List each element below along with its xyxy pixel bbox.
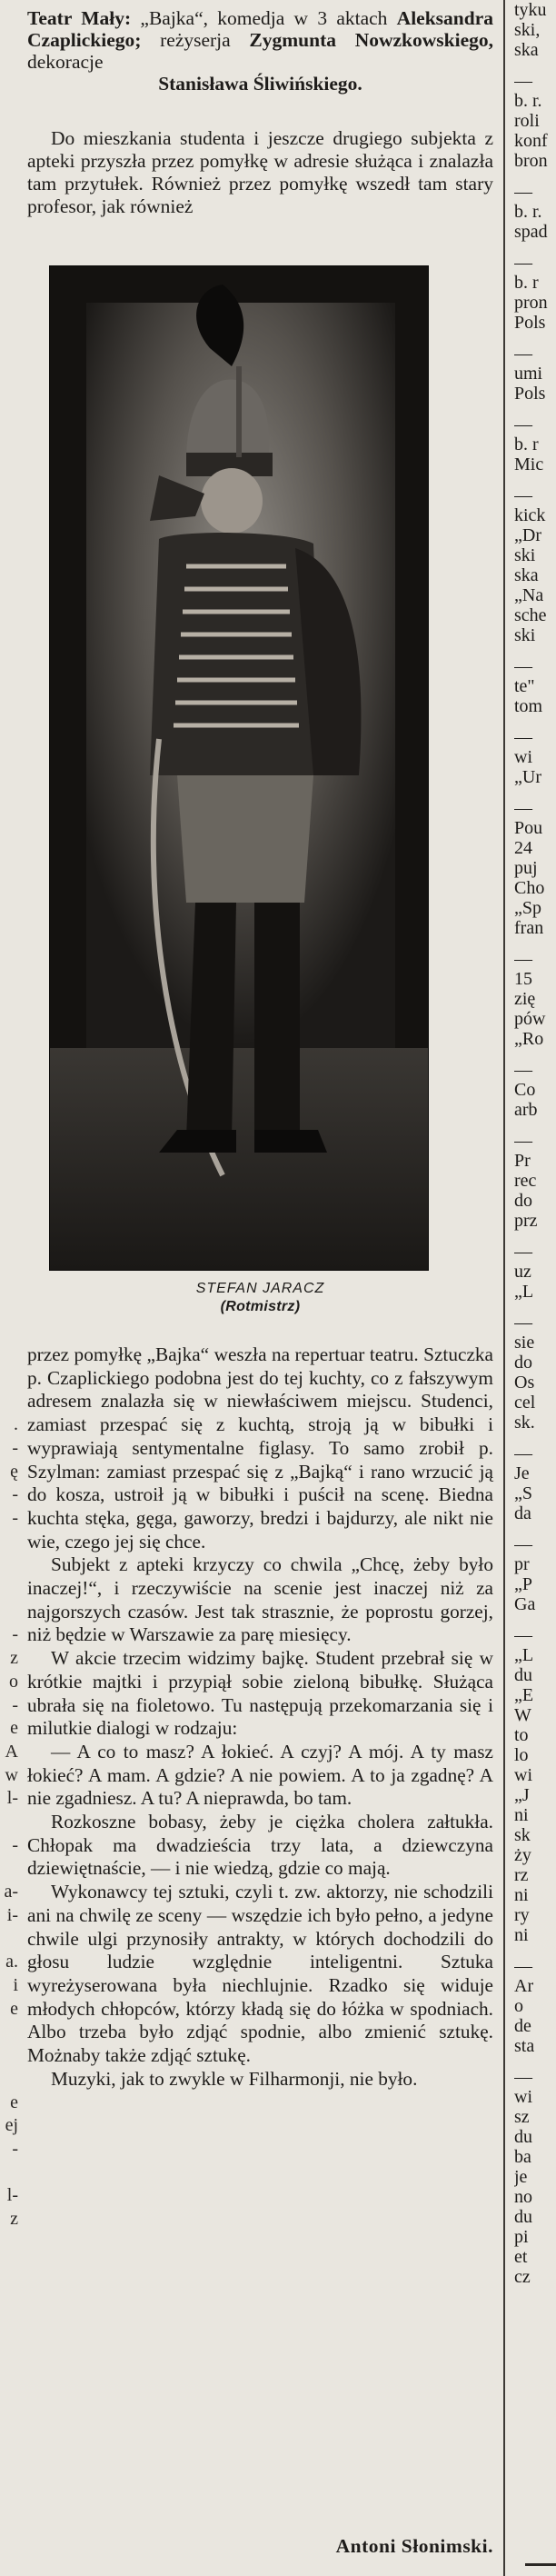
- article-paragraph: Subjekt z apteki krzyczy co chwila „Chcę, żeby było inaczej!“, i rzeczywiście na scenie jest inaczej niż za najgorszych czasów. Jest tak strasznie, że poprostu gorzej, niż będzie w Warszawie za parę miesięcy.: [27, 1553, 493, 1646]
- right-fragment-line: —: [514, 71, 532, 91]
- right-fragment-line: ski,: [514, 20, 541, 40]
- right-fragment-line: —: [514, 1443, 532, 1463]
- right-fragment-line: sie: [514, 1333, 535, 1353]
- left-fragment-line: [0, 2254, 18, 2278]
- article-paragraph: Wykonawcy tej sztuki, czyli t. zw. aktorzy, nie schodzili ani na chwilę ze sceny — wszędzie ich było pełno, a jedyne chwile ulgi przynosiły antrakty, w których dochodzili do głosu ludzie względnie inteligentni. Sztuka wyreżyserowana była niechlujnie. Rzadko się widuje młodych chłopców, którzy kładą się do łóżka w spodniach. Albo trzeba było zdjąć spodnie, albo zmienić sztukę. Możnaby także zdjąć sztukę.: [27, 1881, 493, 2067]
- left-fragment-line: e: [10, 1998, 18, 2019]
- intro-paragraph: Do mieszkania studenta i jeszcze drugiego subjekta z apteki przyszła przez pomyłkę w adresie służąca i znalazła tam przytułek. Również przez pomyłkę wszedł tam stary profesor, jak również: [27, 127, 493, 217]
- right-fragment-line: lo: [514, 1745, 529, 1765]
- right-column-fragment: [514, 0, 556, 2576]
- left-fragment-line: -: [12, 1624, 18, 1645]
- left-fragment-line: e: [10, 1718, 18, 1739]
- right-fragment-line: Mic: [514, 454, 544, 474]
- left-fragment-line: [0, 1390, 18, 1413]
- right-fragment-line: Os: [514, 1373, 535, 1393]
- right-fragment-line: sche: [514, 605, 547, 625]
- right-fragment-line: —: [514, 414, 532, 434]
- right-fragment-line: —: [514, 1242, 532, 1262]
- right-fragment-line: wi: [514, 1765, 532, 1785]
- right-fragment-line: b. r: [514, 273, 539, 293]
- right-fragment-line: ry: [514, 1905, 530, 1925]
- right-fragment-line: bron: [514, 151, 548, 171]
- right-fragment-line: konf: [514, 131, 548, 151]
- right-fragment-line: umi: [514, 364, 543, 384]
- article-paragraph: W akcie trzecim widzimy bajkę. Student przebrał się w krótkie majtki i przypiął sobie zieloną bibułkę. Służąca ubrała się na fioletowo. Tu następują przekomarzania się i milutkie dialogi w rodzaju:: [27, 1647, 493, 1740]
- left-fragment-line: w: [5, 1764, 18, 1785]
- right-fragment-line: —: [514, 798, 532, 818]
- right-fragment-line: —: [514, 1956, 532, 1976]
- left-fragment-line: [0, 2021, 18, 2044]
- right-fragment-line: —: [514, 949, 532, 969]
- left-fragment-line: [0, 2044, 18, 2068]
- left-fragment-line: [0, 1601, 18, 1624]
- right-fragment-line: do: [514, 1353, 532, 1373]
- right-fragment-line: 15: [514, 969, 532, 989]
- right-fragment-line: sk.: [514, 1413, 535, 1433]
- right-fragment-line: „Sp: [514, 898, 541, 918]
- right-fragment-line: uz: [514, 1262, 531, 1282]
- right-fragment-line: Pr: [514, 1151, 531, 1171]
- right-fragment-line: W: [514, 1705, 531, 1725]
- right-fragment-line: —: [514, 1060, 532, 1080]
- right-fragment-line: arb: [514, 1100, 538, 1120]
- theatre-name: Teatr Mały:: [27, 7, 132, 29]
- decoration-label: dekoracje: [27, 51, 104, 73]
- right-fragment-line: „E: [514, 1685, 534, 1705]
- right-fragment-line: Pols: [514, 313, 546, 333]
- right-fragment-line: „J: [514, 1785, 530, 1805]
- left-fragment-line: A: [5, 1741, 18, 1762]
- right-fragment-line: to: [514, 1725, 529, 1745]
- left-fragment-line: z: [10, 2209, 18, 2230]
- left-fragment-line: [0, 2278, 18, 2301]
- right-fragment-line: „Na: [514, 585, 544, 605]
- left-fragment-line: -: [12, 1694, 18, 1715]
- right-fragment-line: sz: [514, 2107, 530, 2127]
- actor-photo-illustration: [50, 266, 428, 1270]
- caption-actor-name: STEFAN JARACZ: [195, 1281, 325, 1296]
- left-fragment-line: z: [10, 1648, 18, 1669]
- left-fragment-line: a.: [5, 1952, 18, 1972]
- designer-name: Stanisława Śliwińskiego.: [158, 73, 362, 95]
- left-fragment-line: [0, 1553, 18, 1577]
- right-fragment-line: pron: [514, 293, 548, 313]
- right-fragment-line: do: [514, 1191, 532, 1211]
- right-fragment-line: o: [514, 1996, 523, 2016]
- left-fragment-line: [0, 1577, 18, 1601]
- left-fragment-line: a-: [4, 1882, 18, 1902]
- right-fragment-line: no: [514, 2187, 532, 2207]
- left-fragment-line: i-: [6, 1904, 18, 1925]
- review-article: [27, 0, 493, 2576]
- left-fragment-line: -: [12, 1834, 18, 1855]
- right-fragment-line: rz: [514, 1865, 529, 1885]
- right-fragment-line: Cho: [514, 878, 545, 898]
- right-fragment-line: tom: [514, 696, 543, 716]
- right-fragment-line: roli: [514, 111, 540, 131]
- left-fragment-line: -: [12, 1484, 18, 1505]
- left-fragment-line: -: [12, 1437, 18, 1458]
- caption-role: (Rotmistrz): [220, 1299, 301, 1314]
- right-fragment-line: b. r.: [514, 91, 542, 111]
- left-fragment-line: [0, 2068, 18, 2092]
- right-fragment-line: de: [514, 2016, 531, 2036]
- left-fragment-line: [0, 1531, 18, 1554]
- right-fragment-line: et: [514, 2247, 528, 2267]
- right-fragment-line: du: [514, 1665, 532, 1685]
- right-fragment-line: „L: [514, 1282, 534, 1302]
- right-fragment-line: Pou: [514, 818, 543, 838]
- direction-label: reżyserja: [141, 29, 250, 51]
- right-fragment-line: wi: [514, 2087, 532, 2107]
- right-fragment-line: b. r: [514, 434, 539, 454]
- right-fragment-line: b. r.: [514, 202, 542, 222]
- right-fragment-line: du: [514, 2207, 532, 2227]
- right-fragment-line: „Ur: [514, 767, 541, 787]
- right-fragment-line: puj: [514, 858, 538, 878]
- right-fragment-line: da: [514, 1503, 531, 1523]
- right-fragment-line: zię: [514, 989, 536, 1009]
- right-fragment-line: Ga: [514, 1594, 536, 1614]
- right-fragment-line: kick: [514, 505, 546, 525]
- right-fragment-line: rec: [514, 1171, 537, 1191]
- left-fragment-line: [0, 1811, 18, 1834]
- right-fragment-line: ska: [514, 565, 539, 585]
- right-fragment-line: ni: [514, 1805, 529, 1825]
- right-fragment-line: wi: [514, 747, 532, 767]
- left-fragment-line: -: [12, 2138, 18, 2159]
- right-fragment-line: pr: [514, 1554, 530, 1574]
- right-fragment-line: fran: [514, 918, 544, 938]
- left-fragment-line: [0, 2162, 18, 2185]
- left-fragment-line: ej: [5, 2115, 18, 2136]
- director-name: Zygmunta Nowzkowskiego,: [249, 29, 493, 51]
- right-fragment-line: ski: [514, 625, 536, 645]
- article-paragraph: Rozkoszne bobasy, żeby je ciężka cholera załtukła. Chłopak ma dwadzieścia trzy lata, a dziewczyna dziewiętnaście, — i nie wiedzą, gdzie co mają.: [27, 1811, 493, 1880]
- play-author: Aleksandra Czaplickiego;: [27, 7, 493, 51]
- play-title: „Bajka“, komedja w 3 aktach: [131, 7, 397, 29]
- left-column-fragment: [0, 1343, 18, 2576]
- left-fragment-line: [0, 1367, 18, 1391]
- right-fragment-line: ba: [514, 2147, 531, 2167]
- left-fragment-line: [0, 1857, 18, 1881]
- right-fragment-line: —: [514, 253, 532, 273]
- right-fragment-line: sta: [514, 2036, 535, 2056]
- right-fragment-line: pi: [514, 2227, 529, 2247]
- right-fragment-line: sk: [514, 1825, 531, 1845]
- right-fragment-line: —: [514, 182, 532, 202]
- left-fragment-line: o: [9, 1671, 18, 1692]
- right-fragment-line: je: [514, 2167, 528, 2187]
- article-paragraph: przez pomyłkę „Bajka“ weszła na repertuar teatru. Sztuczka p. Czaplickiego podobna jest do tej kuchty, co z fałszywym adresem znalazła się w niewłaściwem miejscu. Studenci, zamiast przespać się z kuchtą, stroją ją w bibułki i wyprawiają sentymentalne figlasy. To samo zrobił p. Szylman: zamiast przespać się z „Bajką“ i rano wrzucić ją do kosza, ustroił ją w bibułki i puścił na scenę. Biedna kuchta stęka, gęga, gaworzy, bredzi i bajdurzy, ale nikt nie wie, czego jej się chce.: [27, 1343, 493, 1553]
- left-fragment-line: i: [13, 1974, 18, 1995]
- article-paragraph: Muzyki, jak to zwykle w Filharmonji, nie było.: [51, 2067, 418, 2090]
- right-fragment-line: —: [514, 1534, 532, 1554]
- right-fragment-line: cz: [514, 2267, 531, 2287]
- right-fragment-line: tyku: [514, 0, 547, 20]
- right-fragment-line: du: [514, 2127, 532, 2147]
- left-fragment-line: [0, 2232, 18, 2255]
- right-fragment-line: —: [514, 656, 532, 676]
- right-fragment-line: ni: [514, 1885, 529, 1905]
- right-fragment-line: —: [514, 1313, 532, 1333]
- right-fragment-line: cel: [514, 1393, 536, 1413]
- left-fragment-line: l-: [6, 2185, 18, 2206]
- photo-caption: [27, 1280, 493, 1316]
- right-fragment-line: —: [514, 1625, 532, 1645]
- right-fragment-line: Co: [514, 1080, 536, 1100]
- right-fragment-line: pów: [514, 1009, 546, 1029]
- right-fragment-line: „S: [514, 1483, 532, 1503]
- right-fragment-line: te": [514, 676, 535, 696]
- right-fragment-line: Ar: [514, 1976, 534, 1996]
- right-fragment-line: —: [514, 1131, 532, 1151]
- left-fragment-line: e: [10, 2092, 18, 2112]
- article-body: [27, 1343, 493, 2092]
- right-fragment-line: —: [514, 344, 532, 364]
- right-fragment-line: spad: [514, 222, 548, 242]
- left-fragment-line: ę: [10, 1461, 18, 1482]
- actor-photo: [49, 265, 429, 1271]
- right-fragment-line: ży: [514, 1845, 531, 1865]
- left-fragment-line: -: [12, 1507, 18, 1528]
- right-fragment-line: ska: [514, 40, 539, 60]
- right-fragment-line: —: [514, 727, 532, 747]
- right-fragment-line: ski: [514, 545, 536, 565]
- article-paragraph: — A co to masz? A łokieć. A czyj? A mój. A ty masz łokieć? A mam. A gdzie? A nie powiem. A to ja zgadnę? A nie zgadniesz. A tu? A nieprawda, bo tam.: [27, 1740, 493, 1810]
- left-fragment-line: l-: [6, 1788, 18, 1809]
- right-fragment-line: prz: [514, 1211, 538, 1231]
- author-signature: Antoni Słonimski.: [335, 2535, 493, 2557]
- right-fragment-line: —: [514, 2067, 532, 2087]
- right-fragment-line: ni: [514, 1925, 529, 1945]
- article-heading: [27, 7, 493, 95]
- right-fragment-line: „Dr: [514, 525, 541, 545]
- right-fragment-line: Je: [514, 1463, 530, 1483]
- left-fragment-line: [0, 1343, 18, 1367]
- right-fragment-line: „L: [514, 1645, 534, 1665]
- right-fragment-line: Pols: [514, 384, 546, 404]
- left-fragment-line: .: [14, 1414, 18, 1435]
- right-fragment-line: 24: [514, 838, 532, 858]
- right-fragment-line: „Ro: [514, 1029, 544, 1049]
- right-fragment-line: —: [514, 485, 532, 505]
- column-rule: [503, 0, 505, 2576]
- right-fragment-line: „P: [514, 1574, 532, 1594]
- left-fragment-line: [0, 1928, 18, 1952]
